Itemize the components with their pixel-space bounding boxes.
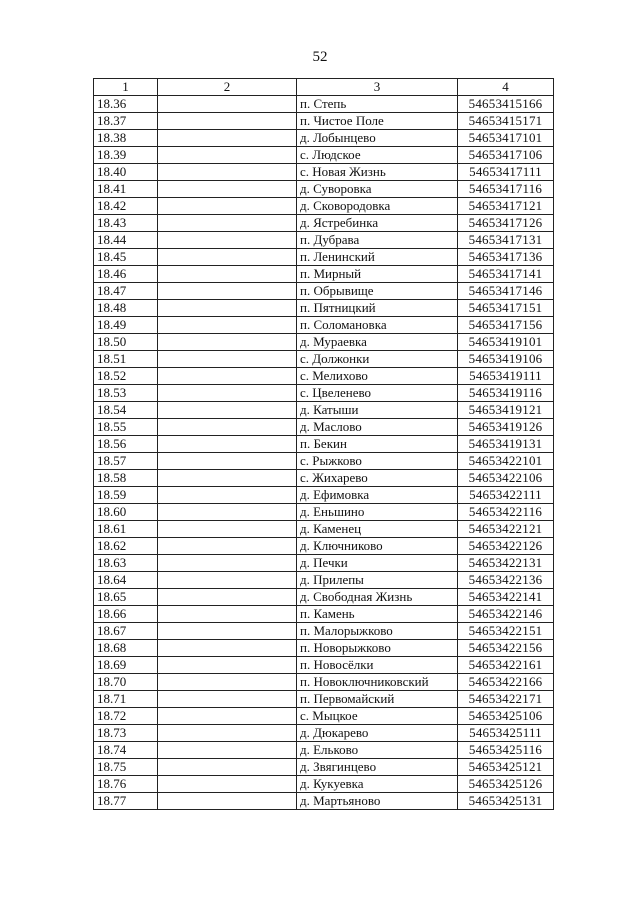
row-col2-cell	[158, 708, 297, 725]
row-number-cell: 18.49	[94, 317, 158, 334]
settlement-name-cell: д. Суворовка	[297, 181, 458, 198]
oktmo-code-cell: 54653422156	[458, 640, 554, 657]
table-row	[94, 266, 554, 283]
oktmo-code-cell: 54653419116	[458, 385, 554, 402]
table-row	[94, 538, 554, 555]
oktmo-code-cell: 54653422161	[458, 657, 554, 674]
table-row	[94, 300, 554, 317]
table-row	[94, 504, 554, 521]
row-col2-cell	[158, 317, 297, 334]
settlement-name-cell: д. Прилепы	[297, 572, 458, 589]
oktmo-code-cell: 54653425131	[458, 793, 554, 810]
row-number-cell: 18.71	[94, 691, 158, 708]
row-col2-cell	[158, 759, 297, 776]
row-number-cell: 18.68	[94, 640, 158, 657]
header-col-4: 4	[458, 79, 554, 96]
settlement-name-cell: п. Новосёлки	[297, 657, 458, 674]
table-body	[94, 96, 554, 810]
row-number-cell: 18.53	[94, 385, 158, 402]
header-col-3: 3	[297, 79, 458, 96]
row-col2-cell	[158, 283, 297, 300]
row-number-cell: 18.60	[94, 504, 158, 521]
row-number-cell: 18.72	[94, 708, 158, 725]
oktmo-code-cell: 54653417126	[458, 215, 554, 232]
table-row	[94, 334, 554, 351]
table-row	[94, 470, 554, 487]
settlement-name-cell: п. Степь	[297, 96, 458, 113]
oktmo-code-cell: 54653417151	[458, 300, 554, 317]
oktmo-code-cell: 54653419131	[458, 436, 554, 453]
row-col2-cell	[158, 368, 297, 385]
oktmo-code-cell: 54653422121	[458, 521, 554, 538]
oktmo-code-cell: 54653425116	[458, 742, 554, 759]
header-col-1: 1	[94, 79, 158, 96]
table-row	[94, 793, 554, 810]
row-col2-cell	[158, 453, 297, 470]
oktmo-code-cell: 54653422101	[458, 453, 554, 470]
row-number-cell: 18.51	[94, 351, 158, 368]
settlement-name-cell: д. Ключниково	[297, 538, 458, 555]
settlement-name-cell: д. Маслово	[297, 419, 458, 436]
settlement-name-cell: д. Ельково	[297, 742, 458, 759]
table-row	[94, 215, 554, 232]
row-col2-cell	[158, 623, 297, 640]
table-row	[94, 742, 554, 759]
row-col2-cell	[158, 147, 297, 164]
settlement-name-cell: п. Мирный	[297, 266, 458, 283]
oktmo-code-cell: 54653417141	[458, 266, 554, 283]
settlement-name-cell: д. Лобынцево	[297, 130, 458, 147]
settlement-name-cell: д. Еньшино	[297, 504, 458, 521]
row-col2-cell	[158, 164, 297, 181]
settlement-name-cell: д. Каменец	[297, 521, 458, 538]
row-col2-cell	[158, 385, 297, 402]
settlement-name-cell: с. Цвеленево	[297, 385, 458, 402]
row-number-cell: 18.41	[94, 181, 158, 198]
settlement-name-cell: д. Мартьяново	[297, 793, 458, 810]
row-number-cell: 18.50	[94, 334, 158, 351]
settlement-name-cell: д. Ястребинка	[297, 215, 458, 232]
oktmo-code-cell: 54653417156	[458, 317, 554, 334]
row-number-cell: 18.66	[94, 606, 158, 623]
oktmo-code-cell: 54653417146	[458, 283, 554, 300]
settlement-name-cell: с. Новая Жизнь	[297, 164, 458, 181]
table-row	[94, 776, 554, 793]
row-number-cell: 18.61	[94, 521, 158, 538]
table-row	[94, 198, 554, 215]
table-row	[94, 640, 554, 657]
row-col2-cell	[158, 130, 297, 147]
table-row	[94, 606, 554, 623]
row-number-cell: 18.58	[94, 470, 158, 487]
row-col2-cell	[158, 232, 297, 249]
oktmo-code-cell: 54653425121	[458, 759, 554, 776]
row-col2-cell	[158, 572, 297, 589]
table-row	[94, 147, 554, 164]
oktmo-code-cell: 54653425126	[458, 776, 554, 793]
table-row	[94, 572, 554, 589]
table-row	[94, 487, 554, 504]
table-row	[94, 759, 554, 776]
settlement-name-cell: с. Мыцкое	[297, 708, 458, 725]
oktmo-code-cell: 54653425106	[458, 708, 554, 725]
table-header	[94, 79, 554, 96]
row-col2-cell	[158, 657, 297, 674]
settlement-name-cell: п. Малорыжково	[297, 623, 458, 640]
table-row	[94, 181, 554, 198]
settlement-name-cell: п. Первомайский	[297, 691, 458, 708]
row-col2-cell	[158, 776, 297, 793]
row-col2-cell	[158, 691, 297, 708]
settlement-name-cell: д. Сковородовка	[297, 198, 458, 215]
settlement-name-cell: д. Звягинцево	[297, 759, 458, 776]
oktmo-code-cell: 54653415171	[458, 113, 554, 130]
table-row	[94, 725, 554, 742]
row-number-cell: 18.69	[94, 657, 158, 674]
row-col2-cell	[158, 487, 297, 504]
row-col2-cell	[158, 96, 297, 113]
oktmo-code-cell: 54653422151	[458, 623, 554, 640]
row-number-cell: 18.65	[94, 589, 158, 606]
oktmo-code-cell: 54653422106	[458, 470, 554, 487]
row-number-cell: 18.52	[94, 368, 158, 385]
row-number-cell: 18.40	[94, 164, 158, 181]
table-row	[94, 623, 554, 640]
row-number-cell: 18.38	[94, 130, 158, 147]
settlement-name-cell: д. Катыши	[297, 402, 458, 419]
row-number-cell: 18.46	[94, 266, 158, 283]
settlement-name-cell: п. Камень	[297, 606, 458, 623]
table-row	[94, 113, 554, 130]
row-col2-cell	[158, 198, 297, 215]
row-number-cell: 18.47	[94, 283, 158, 300]
table-row	[94, 164, 554, 181]
oktmo-code-cell: 54653415166	[458, 96, 554, 113]
table-row	[94, 368, 554, 385]
row-number-cell: 18.54	[94, 402, 158, 419]
row-number-cell: 18.73	[94, 725, 158, 742]
table-row	[94, 385, 554, 402]
settlement-name-cell: п. Дубрава	[297, 232, 458, 249]
oktmo-code-cell: 54653419101	[458, 334, 554, 351]
table-row	[94, 317, 554, 334]
table-row	[94, 589, 554, 606]
row-number-cell: 18.74	[94, 742, 158, 759]
oktmo-code-cell: 54653422116	[458, 504, 554, 521]
row-number-cell: 18.77	[94, 793, 158, 810]
settlement-name-cell: д. Печки	[297, 555, 458, 572]
oktmo-code-cell: 54653417131	[458, 232, 554, 249]
settlement-name-cell: п. Соломановка	[297, 317, 458, 334]
oktmo-code-cell: 54653419106	[458, 351, 554, 368]
table-row	[94, 436, 554, 453]
row-number-cell: 18.76	[94, 776, 158, 793]
settlement-name-cell: с. Рыжково	[297, 453, 458, 470]
row-number-cell: 18.42	[94, 198, 158, 215]
table-row	[94, 402, 554, 419]
settlement-name-cell: п. Новорыжково	[297, 640, 458, 657]
settlement-name-cell: д. Свободная Жизнь	[297, 589, 458, 606]
row-col2-cell	[158, 266, 297, 283]
table-row	[94, 555, 554, 572]
row-col2-cell	[158, 555, 297, 572]
oktmo-code-cell: 54653422126	[458, 538, 554, 555]
row-number-cell: 18.59	[94, 487, 158, 504]
row-col2-cell	[158, 334, 297, 351]
table-row	[94, 657, 554, 674]
table-row	[94, 249, 554, 266]
oktmo-code-cell: 54653422166	[458, 674, 554, 691]
row-col2-cell	[158, 674, 297, 691]
oktmo-code-cell: 54653417136	[458, 249, 554, 266]
row-number-cell: 18.55	[94, 419, 158, 436]
row-col2-cell	[158, 725, 297, 742]
oktmo-code-cell: 54653417121	[458, 198, 554, 215]
oktmo-code-cell: 54653422136	[458, 572, 554, 589]
row-number-cell: 18.44	[94, 232, 158, 249]
table-row	[94, 96, 554, 113]
table-row	[94, 232, 554, 249]
oktmo-code-cell: 54653419126	[458, 419, 554, 436]
table-row	[94, 419, 554, 436]
row-col2-cell	[158, 504, 297, 521]
table-row	[94, 691, 554, 708]
oktmo-code-cell: 54653422171	[458, 691, 554, 708]
row-col2-cell	[158, 470, 297, 487]
row-number-cell: 18.62	[94, 538, 158, 555]
oktmo-code-cell: 54653417106	[458, 147, 554, 164]
row-col2-cell	[158, 436, 297, 453]
oktmo-code-cell: 54653419121	[458, 402, 554, 419]
row-col2-cell	[158, 402, 297, 419]
row-col2-cell	[158, 181, 297, 198]
row-col2-cell	[158, 521, 297, 538]
row-number-cell: 18.67	[94, 623, 158, 640]
table-row	[94, 351, 554, 368]
row-col2-cell	[158, 606, 297, 623]
table-row	[94, 521, 554, 538]
oktmo-code-cell: 54653417116	[458, 181, 554, 198]
oktmo-code-cell: 54653425111	[458, 725, 554, 742]
row-number-cell: 18.64	[94, 572, 158, 589]
row-col2-cell	[158, 640, 297, 657]
oktmo-code-cell: 54653422111	[458, 487, 554, 504]
header-col-2: 2	[158, 79, 297, 96]
row-col2-cell	[158, 538, 297, 555]
settlement-name-cell: д. Кукуевка	[297, 776, 458, 793]
settlement-name-cell: п. Новоключниковский	[297, 674, 458, 691]
oktmo-code-cell: 54653422141	[458, 589, 554, 606]
row-number-cell: 18.63	[94, 555, 158, 572]
row-col2-cell	[158, 419, 297, 436]
row-number-cell: 18.56	[94, 436, 158, 453]
settlement-name-cell: д. Дюкарево	[297, 725, 458, 742]
row-col2-cell	[158, 793, 297, 810]
settlement-name-cell: с. Мелихово	[297, 368, 458, 385]
row-number-cell: 18.37	[94, 113, 158, 130]
table-row	[94, 674, 554, 691]
row-col2-cell	[158, 113, 297, 130]
row-number-cell: 18.36	[94, 96, 158, 113]
row-number-cell: 18.43	[94, 215, 158, 232]
table-row	[94, 130, 554, 147]
row-col2-cell	[158, 742, 297, 759]
oktmo-code-cell: 54653422146	[458, 606, 554, 623]
row-number-cell: 18.75	[94, 759, 158, 776]
oktmo-code-cell: 54653419111	[458, 368, 554, 385]
row-col2-cell	[158, 249, 297, 266]
header-row	[94, 79, 554, 96]
settlement-name-cell: п. Бекин	[297, 436, 458, 453]
oktmo-code-cell: 54653422131	[458, 555, 554, 572]
row-number-cell: 18.70	[94, 674, 158, 691]
settlement-name-cell: с. Жихарево	[297, 470, 458, 487]
row-col2-cell	[158, 300, 297, 317]
oktmo-code-cell: 54653417111	[458, 164, 554, 181]
row-col2-cell	[158, 589, 297, 606]
table-row	[94, 283, 554, 300]
oktmo-code-cell: 54653417101	[458, 130, 554, 147]
page-number: 52	[312, 49, 328, 65]
settlement-name-cell: д. Мураевка	[297, 334, 458, 351]
row-col2-cell	[158, 215, 297, 232]
settlement-name-cell: п. Чистое Поле	[297, 113, 458, 130]
settlement-name-cell: п. Ленинский	[297, 249, 458, 266]
table-row	[94, 453, 554, 470]
row-number-cell: 18.57	[94, 453, 158, 470]
settlement-name-cell: с. Людское	[297, 147, 458, 164]
settlement-name-cell: п. Обрывище	[297, 283, 458, 300]
settlement-name-cell: п. Пятницкий	[297, 300, 458, 317]
row-number-cell: 18.48	[94, 300, 158, 317]
settlement-name-cell: с. Должонки	[297, 351, 458, 368]
settlements-table	[93, 78, 554, 810]
row-col2-cell	[158, 351, 297, 368]
table-row	[94, 708, 554, 725]
row-number-cell: 18.45	[94, 249, 158, 266]
settlement-name-cell: д. Ефимовка	[297, 487, 458, 504]
row-number-cell: 18.39	[94, 147, 158, 164]
